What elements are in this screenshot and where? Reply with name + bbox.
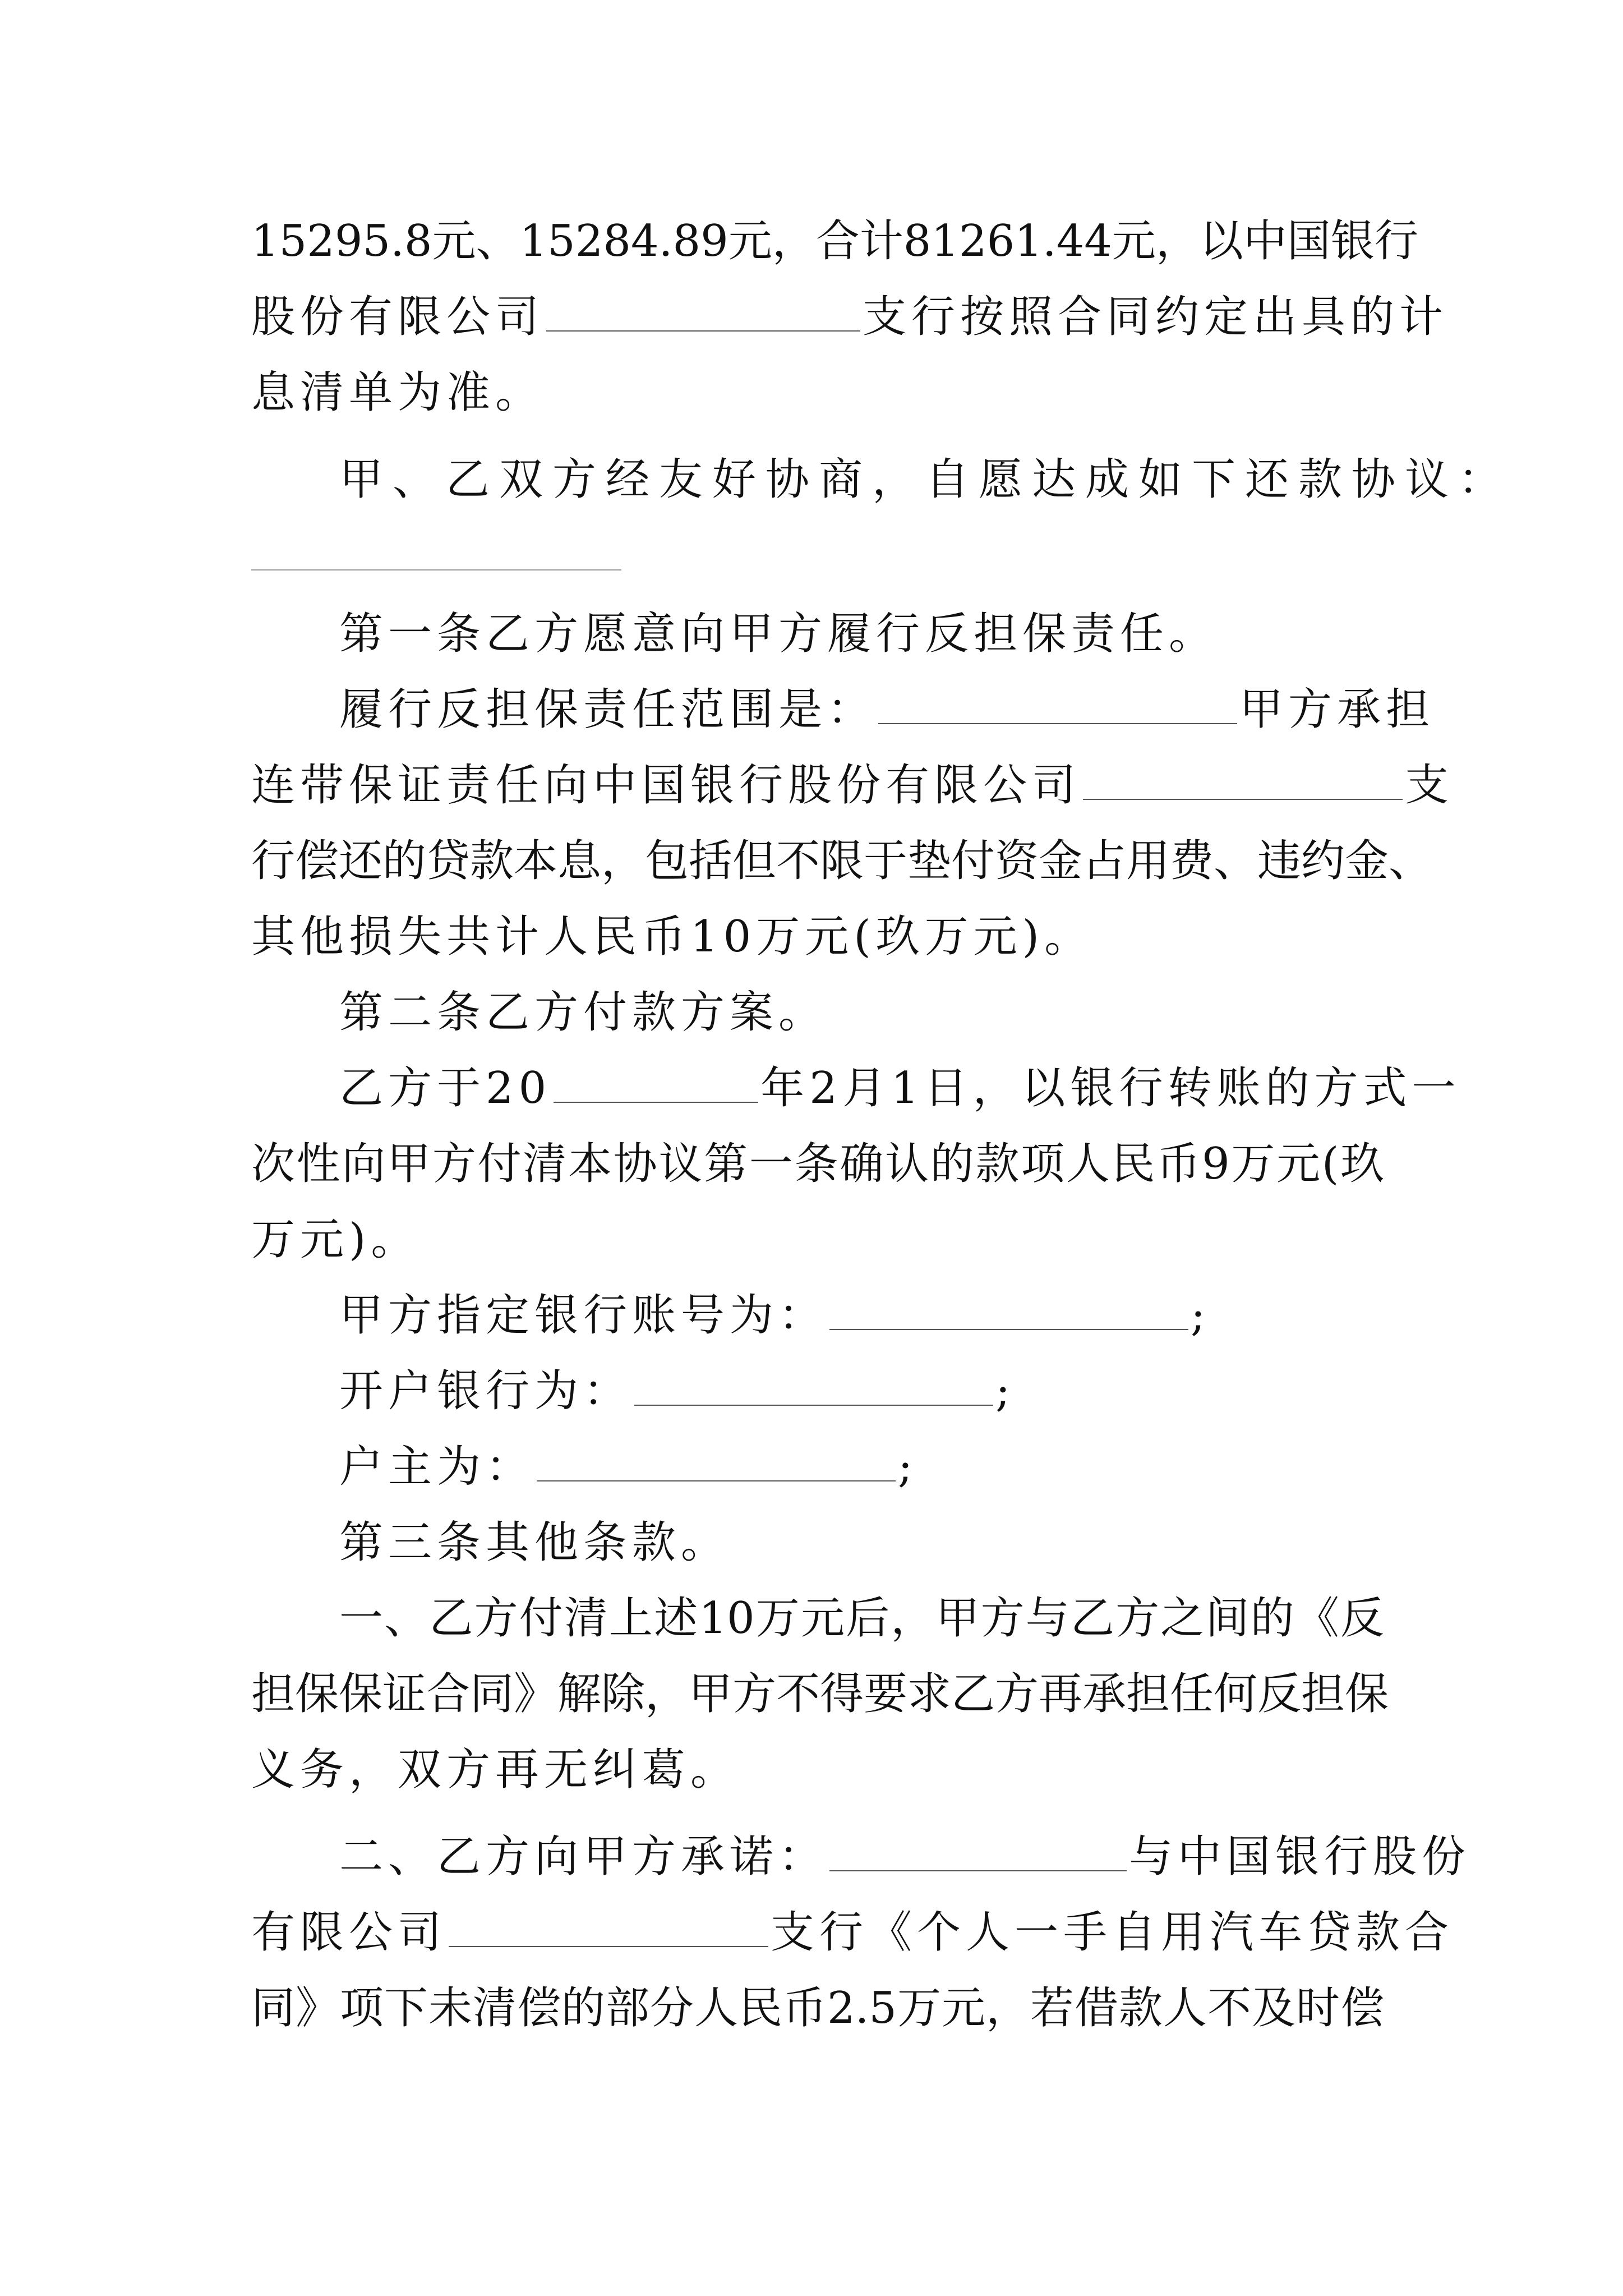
fill-blank[interactable] <box>878 684 1237 724</box>
text-span: 义务，双方再无纠葛。 <box>251 1745 740 1795</box>
text-span: 年2月1日，以银行转账的方式一 <box>760 1063 1461 1114</box>
paragraph-line <box>339 982 1384 1043</box>
text-span: 第二条乙方付款方案。 <box>339 987 828 1038</box>
text-span: 二、乙方向甲方承诺： <box>339 1832 828 1882</box>
text-span: 甲、乙双方经友好协商，自愿达成如下还款协议： <box>339 454 1512 505</box>
paragraph-line <box>339 1057 1461 1119</box>
text-span: 第三条其他条款。 <box>339 1517 730 1568</box>
text-span: 万元)。 <box>251 1214 420 1265</box>
text-span: 15295.8元、15284.89元，合计81261.44元，以中国银行 <box>251 216 1418 266</box>
fill-blank[interactable] <box>634 1365 993 1406</box>
fill-blank[interactable] <box>829 1831 1127 1871</box>
paragraph-line <box>339 1512 1384 1573</box>
text-span: 行偿还的贷款本息，包括但不限于垫付资金占用费、违约金、 <box>251 836 1433 886</box>
text-span: 其他损失共计人民币10万元(玖万元)。 <box>251 912 1094 962</box>
paragraph-line <box>251 906 1384 968</box>
fill-blank[interactable] <box>554 1062 758 1103</box>
text-span: 甲方承担 <box>1239 684 1435 735</box>
text-span: 开户银行为： <box>339 1366 633 1416</box>
text-span: 与中国银行股份 <box>1129 1832 1471 1882</box>
text-span: 履行反担保责任范围是： <box>339 684 877 735</box>
paragraph-line <box>251 754 1454 816</box>
text-span: 息清单为准。 <box>251 367 545 418</box>
paragraph-line <box>339 449 1512 510</box>
text-span: 乙方于20 <box>339 1063 552 1114</box>
text-span: 户主为： <box>339 1442 535 1492</box>
text-span: 甲方指定银行账号为： <box>339 1290 828 1341</box>
paragraph-line <box>251 1977 1384 2039</box>
fill-blank[interactable] <box>449 1907 768 1947</box>
text-span: ; <box>995 1366 1016 1416</box>
paragraph-line <box>251 1902 1454 1963</box>
paragraph-line <box>339 1436 1384 1498</box>
text-span: 支行按照合同约定出具的计 <box>863 292 1449 342</box>
text-span: 支 <box>1405 760 1454 811</box>
text-span: 有限公司 <box>251 1907 447 1958</box>
paragraph-line <box>251 1209 1384 1271</box>
text-span: 第一条乙方愿意向甲方履行反担保责任。 <box>339 609 1218 659</box>
paragraph-line <box>339 1285 1384 1346</box>
paragraph-line <box>339 603 1218 665</box>
paragraph-line <box>339 1826 1471 1888</box>
paragraph-line <box>251 830 1433 892</box>
text-span: 一、乙方付清上述10万元后，甲方与乙方之间的《反 <box>339 1593 1384 1644</box>
separator-rule <box>251 569 621 570</box>
fill-blank[interactable] <box>829 1290 1188 1330</box>
text-span: 支行《个人一手自用汽车贷款合 <box>771 1907 1454 1958</box>
fill-blank[interactable] <box>537 1441 896 1481</box>
paragraph-line <box>251 210 1418 272</box>
paragraph-line <box>251 286 1449 348</box>
text-span: ; <box>898 1442 918 1492</box>
paragraph-line <box>251 1739 1384 1801</box>
text-span: 同》项下未清偿的部分人民币2.5万元，若借款人不及时偿 <box>251 1983 1384 2033</box>
fill-blank[interactable] <box>546 291 860 332</box>
paragraph-line <box>339 1588 1384 1649</box>
paragraph-line <box>251 1133 1384 1195</box>
text-span: 次性向甲方付清本协议第一条确认的款项人民币9万元(玖 <box>251 1139 1384 1189</box>
fill-blank[interactable] <box>1083 760 1403 800</box>
text-span: 股份有限公司 <box>251 292 545 342</box>
text-span: 连带保证责任向中国银行股份有限公司 <box>251 760 1081 811</box>
text-span: ; <box>1191 1290 1211 1341</box>
paragraph-line <box>251 362 1384 424</box>
paragraph-line <box>339 1360 1384 1422</box>
text-span: 担保保证合同》解除，甲方不得要求乙方再承担任何反担保 <box>251 1669 1389 1719</box>
paragraph-line <box>251 1663 1389 1725</box>
paragraph-line <box>339 679 1435 740</box>
